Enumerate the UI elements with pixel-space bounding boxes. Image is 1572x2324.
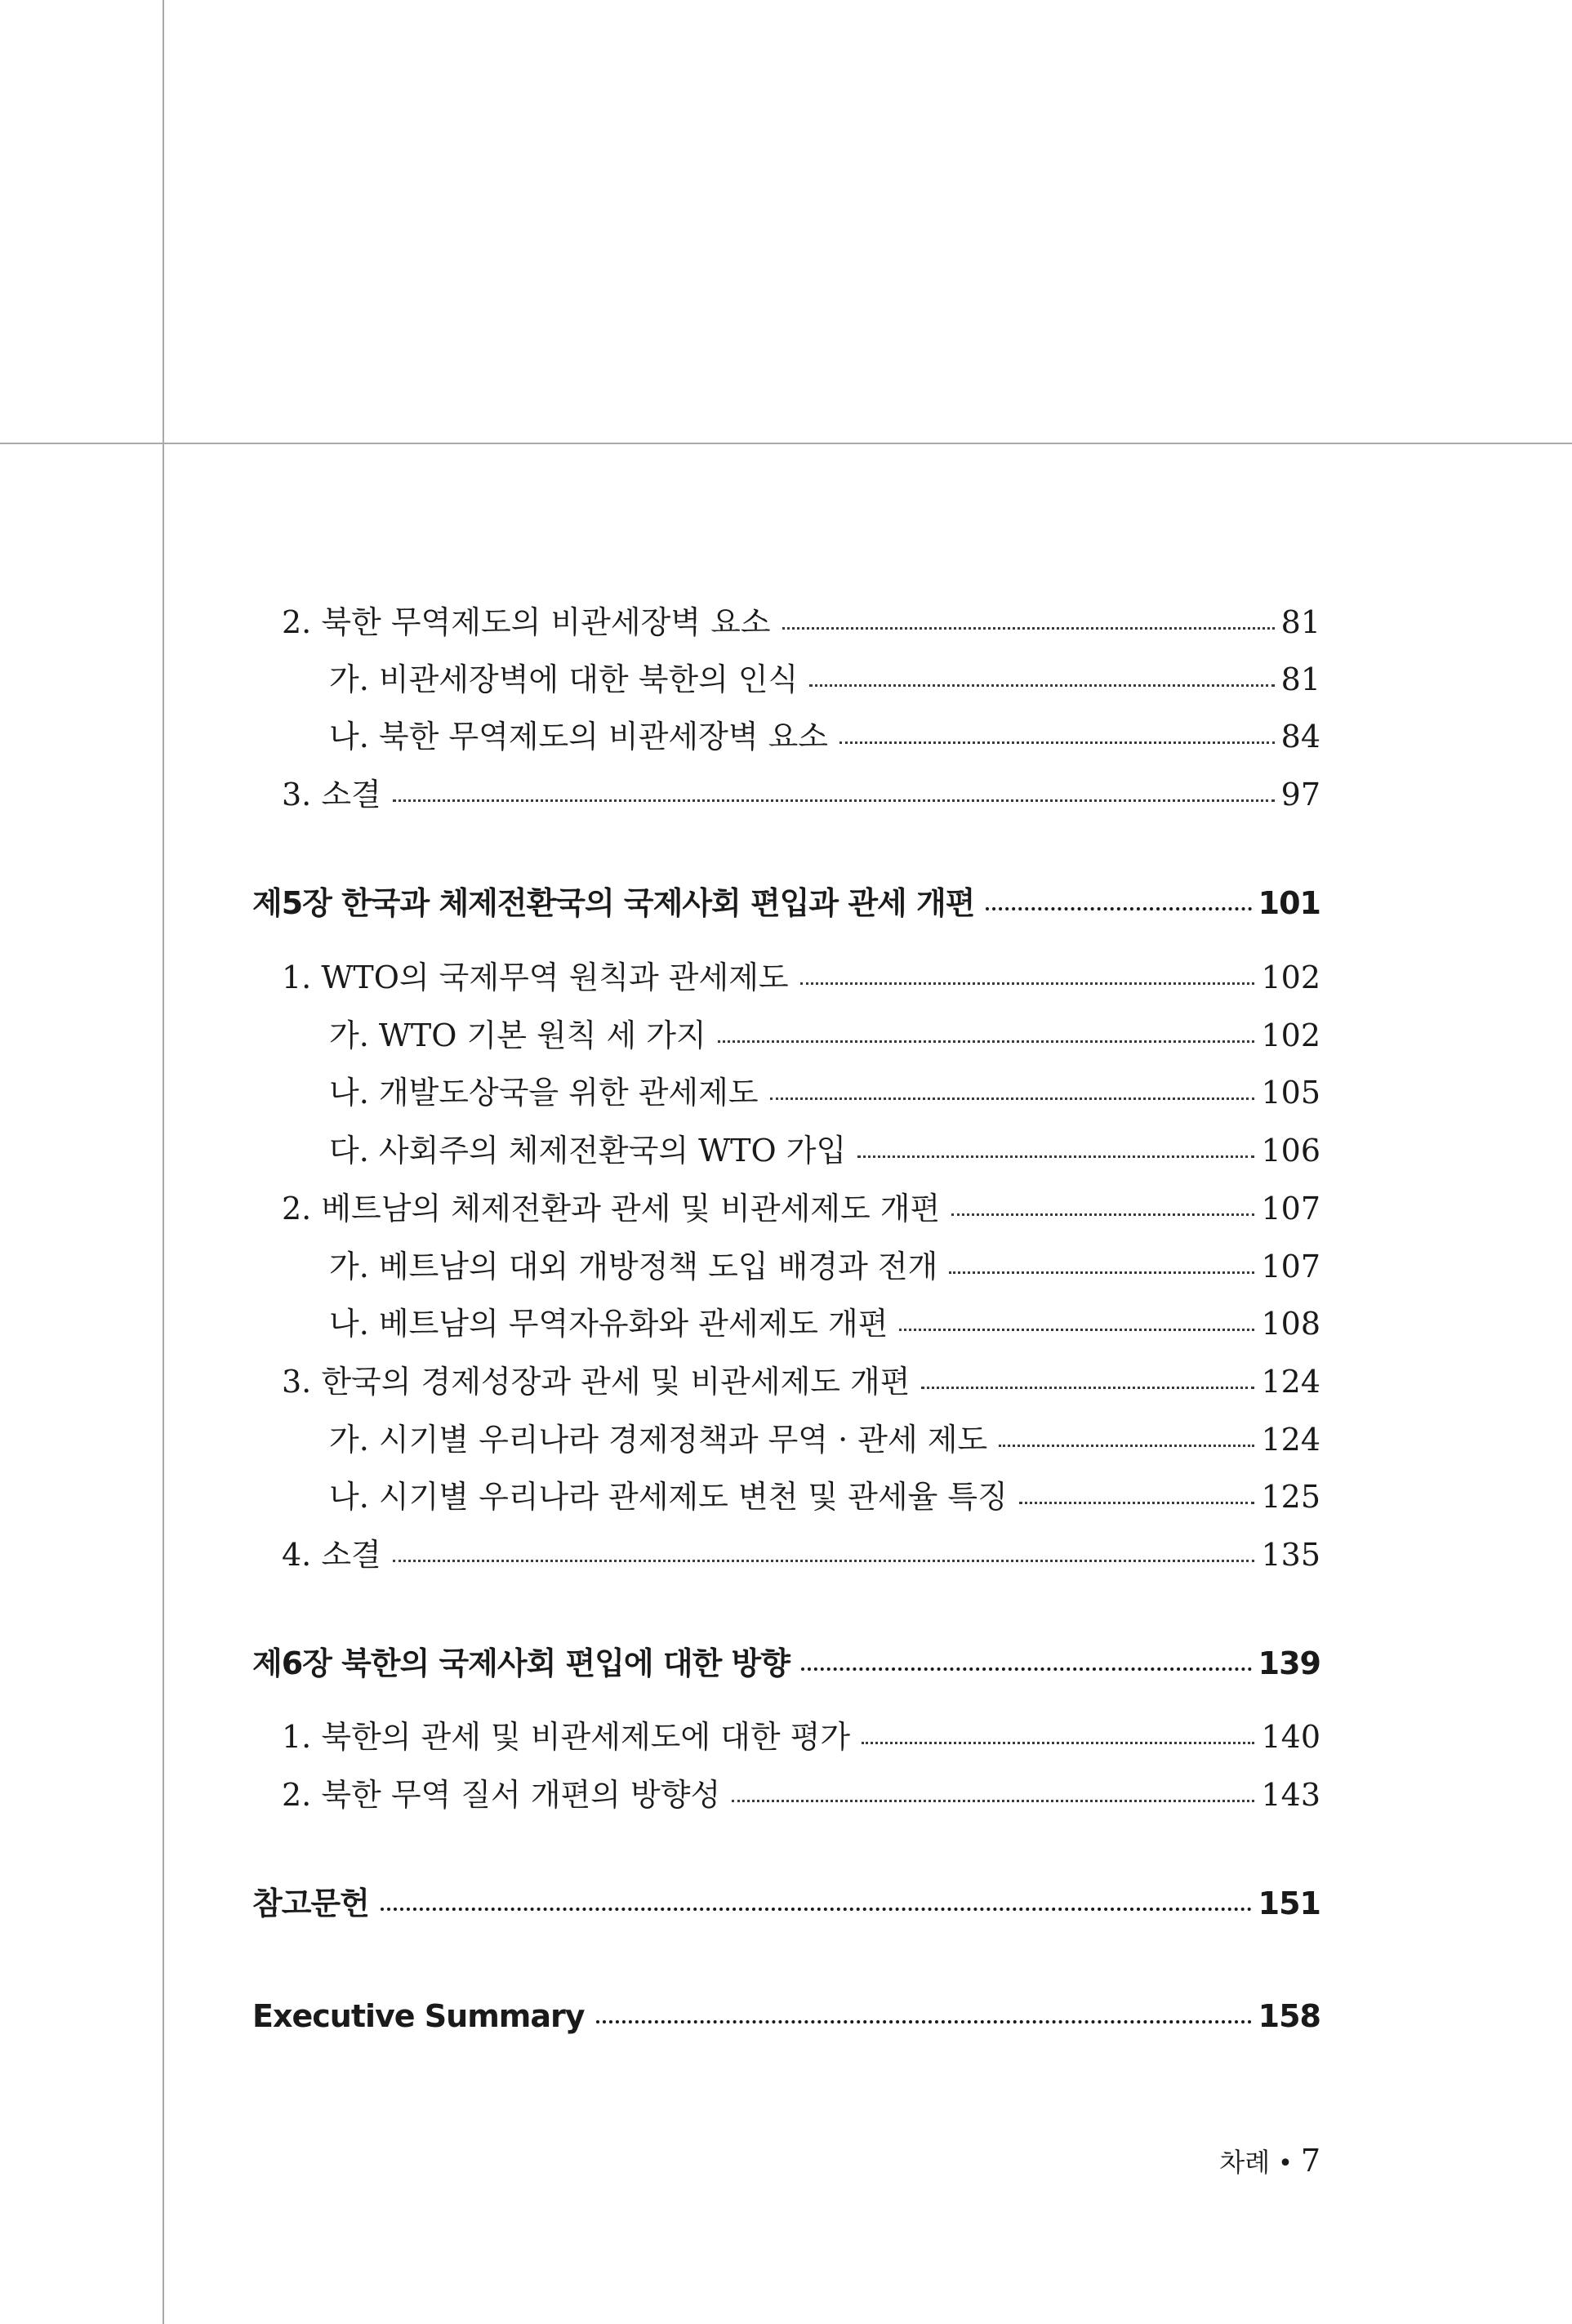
toc-leader-dots (732, 1800, 1254, 1802)
toc-leader-dots (1019, 1502, 1255, 1504)
toc-entry-page: 124 (1261, 1422, 1320, 1458)
toc-entry[interactable] (329, 1019, 1320, 1053)
toc-entry-label: 나. 베트남의 무역자유화와 관세제도 개편 (329, 1306, 888, 1342)
toc-chapter-entry[interactable] (252, 1647, 1320, 1681)
toc-entry-label: 나. 북한 무역제도의 비관세장벽 요소 (329, 719, 829, 755)
toc-entry-page: 124 (1261, 1364, 1320, 1400)
toc-entry-label: 1. WTO의 국제무역 원칙과 관세제도 (282, 959, 789, 995)
toc-entry-label: 3. 소결 (282, 777, 381, 813)
toc-entry[interactable] (329, 1307, 1320, 1342)
toc-chapter-page: 139 (1258, 1645, 1320, 1681)
toc-leader-dots (800, 982, 1255, 985)
toc-entry-label: 가. 비관세장벽에 대한 북한의 인식 (329, 661, 799, 697)
horizontal-header-rule (0, 443, 1572, 444)
toc-entry[interactable] (329, 1480, 1320, 1515)
toc-chapter-label: 제5장 한국과 체제전환국의 국제사회 편입과 관세 개편 (252, 885, 975, 921)
toc-entry[interactable] (329, 1250, 1320, 1284)
toc-entry-label: 2. 베트남의 체제전환과 관세 및 비관세제도 개편 (282, 1191, 941, 1227)
toc-entry[interactable] (329, 1076, 1320, 1111)
toc-leader-dots (596, 2020, 1252, 2023)
toc-entry[interactable] (282, 778, 1320, 813)
toc-leader-dots (899, 1329, 1254, 1331)
toc-entry-label: 나. 시기별 우리나라 관세제도 변천 및 관세율 특징 (329, 1479, 1008, 1515)
page-footer (1209, 2144, 1320, 2179)
toc-entry-label: 가. 베트남의 대외 개방정책 도입 배경과 전개 (329, 1249, 938, 1284)
toc-chapter-label: Executive Summary (252, 1998, 585, 2034)
toc-entry-label: 1. 북한의 관세 및 비관세제도에 대한 평가 (282, 1719, 851, 1755)
footer-section-label: 차례 (1219, 2147, 1271, 2178)
toc-entry-page: 102 (1261, 1017, 1320, 1053)
footer-page-number: 7 (1300, 2143, 1320, 2179)
toc-entry[interactable] (282, 1365, 1320, 1400)
toc-leader-dots (393, 1560, 1255, 1562)
toc-leader-dots (986, 907, 1251, 910)
toc-entry-page: 107 (1261, 1249, 1320, 1284)
toc-entry[interactable] (282, 1192, 1320, 1227)
toc-chapter-page: 151 (1258, 1885, 1320, 1921)
toc-entry[interactable] (329, 720, 1320, 755)
toc-entry-page: 106 (1261, 1133, 1320, 1169)
toc-summary-entry[interactable] (252, 2000, 1320, 2034)
toc-leader-dots (809, 684, 1274, 687)
toc-entry-page: 84 (1280, 719, 1320, 755)
toc-entry[interactable] (329, 1134, 1320, 1169)
toc-entry-label: 나. 개발도상국을 위한 관세제도 (329, 1075, 759, 1111)
toc-chapter-label: 참고문헌 (252, 1885, 369, 1921)
vertical-margin-rule (163, 0, 164, 2324)
toc-entry[interactable] (329, 663, 1320, 697)
toc-chapter-page: 101 (1258, 885, 1320, 921)
toc-entry-page: 105 (1261, 1075, 1320, 1111)
toc-entry[interactable] (282, 1721, 1320, 1755)
toc-leader-dots (381, 1908, 1252, 1911)
toc-entry-page: 81 (1280, 604, 1320, 640)
toc-leader-dots (801, 1667, 1252, 1671)
toc-leader-dots (999, 1445, 1254, 1447)
toc-entry-label: 2. 북한 무역 질서 개편의 방향성 (282, 1777, 721, 1813)
toc-entry-label: 4. 소결 (282, 1537, 381, 1573)
toc-entry-page: 102 (1261, 959, 1320, 995)
toc-entry-page: 108 (1261, 1306, 1320, 1342)
toc-leader-dots (718, 1040, 1255, 1043)
toc-entry-page: 125 (1261, 1479, 1320, 1515)
toc-leader-dots (951, 1213, 1254, 1216)
toc-entry[interactable] (282, 961, 1320, 995)
toc-entry[interactable] (282, 606, 1320, 640)
toc-entry-label: 가. 시기별 우리나라 경제정책과 무역 · 관세 제도 (329, 1422, 988, 1458)
toc-entry[interactable] (282, 1538, 1320, 1573)
toc-references-entry[interactable] (252, 1887, 1320, 1921)
toc-entry-page: 97 (1280, 777, 1320, 813)
toc-chapter-page: 158 (1258, 1998, 1320, 2034)
toc-leader-dots (862, 1742, 1254, 1744)
toc-entry-page: 140 (1261, 1719, 1320, 1755)
toc-chapter-entry[interactable] (252, 887, 1320, 921)
toc-entry-page: 81 (1280, 661, 1320, 697)
footer-separator: • (1278, 2149, 1293, 2178)
toc-entry-label: 3. 한국의 경제성장과 관세 및 비관세제도 개편 (282, 1364, 911, 1400)
toc-leader-dots (949, 1271, 1254, 1274)
toc-leader-dots (770, 1097, 1255, 1100)
toc-entry[interactable] (282, 1779, 1320, 1813)
toc-entry-label: 가. WTO 기본 원칙 세 가지 (329, 1017, 706, 1053)
toc-entry[interactable] (329, 1423, 1320, 1458)
toc-leader-dots (857, 1155, 1254, 1158)
toc-entry-page: 107 (1261, 1191, 1320, 1227)
toc-entry-page: 143 (1261, 1777, 1320, 1813)
toc-leader-dots (839, 741, 1275, 744)
toc-entry-page: 135 (1261, 1537, 1320, 1573)
toc-leader-dots (782, 627, 1275, 630)
toc-entry-label: 2. 북한 무역제도의 비관세장벽 요소 (282, 604, 771, 640)
toc-leader-dots (393, 799, 1275, 802)
toc-chapter-label: 제6장 북한의 국제사회 편입에 대한 방향 (252, 1645, 790, 1681)
toc-entry-label: 다. 사회주의 체제전환국의 WTO 가입 (329, 1133, 847, 1169)
toc-leader-dots (921, 1387, 1254, 1389)
